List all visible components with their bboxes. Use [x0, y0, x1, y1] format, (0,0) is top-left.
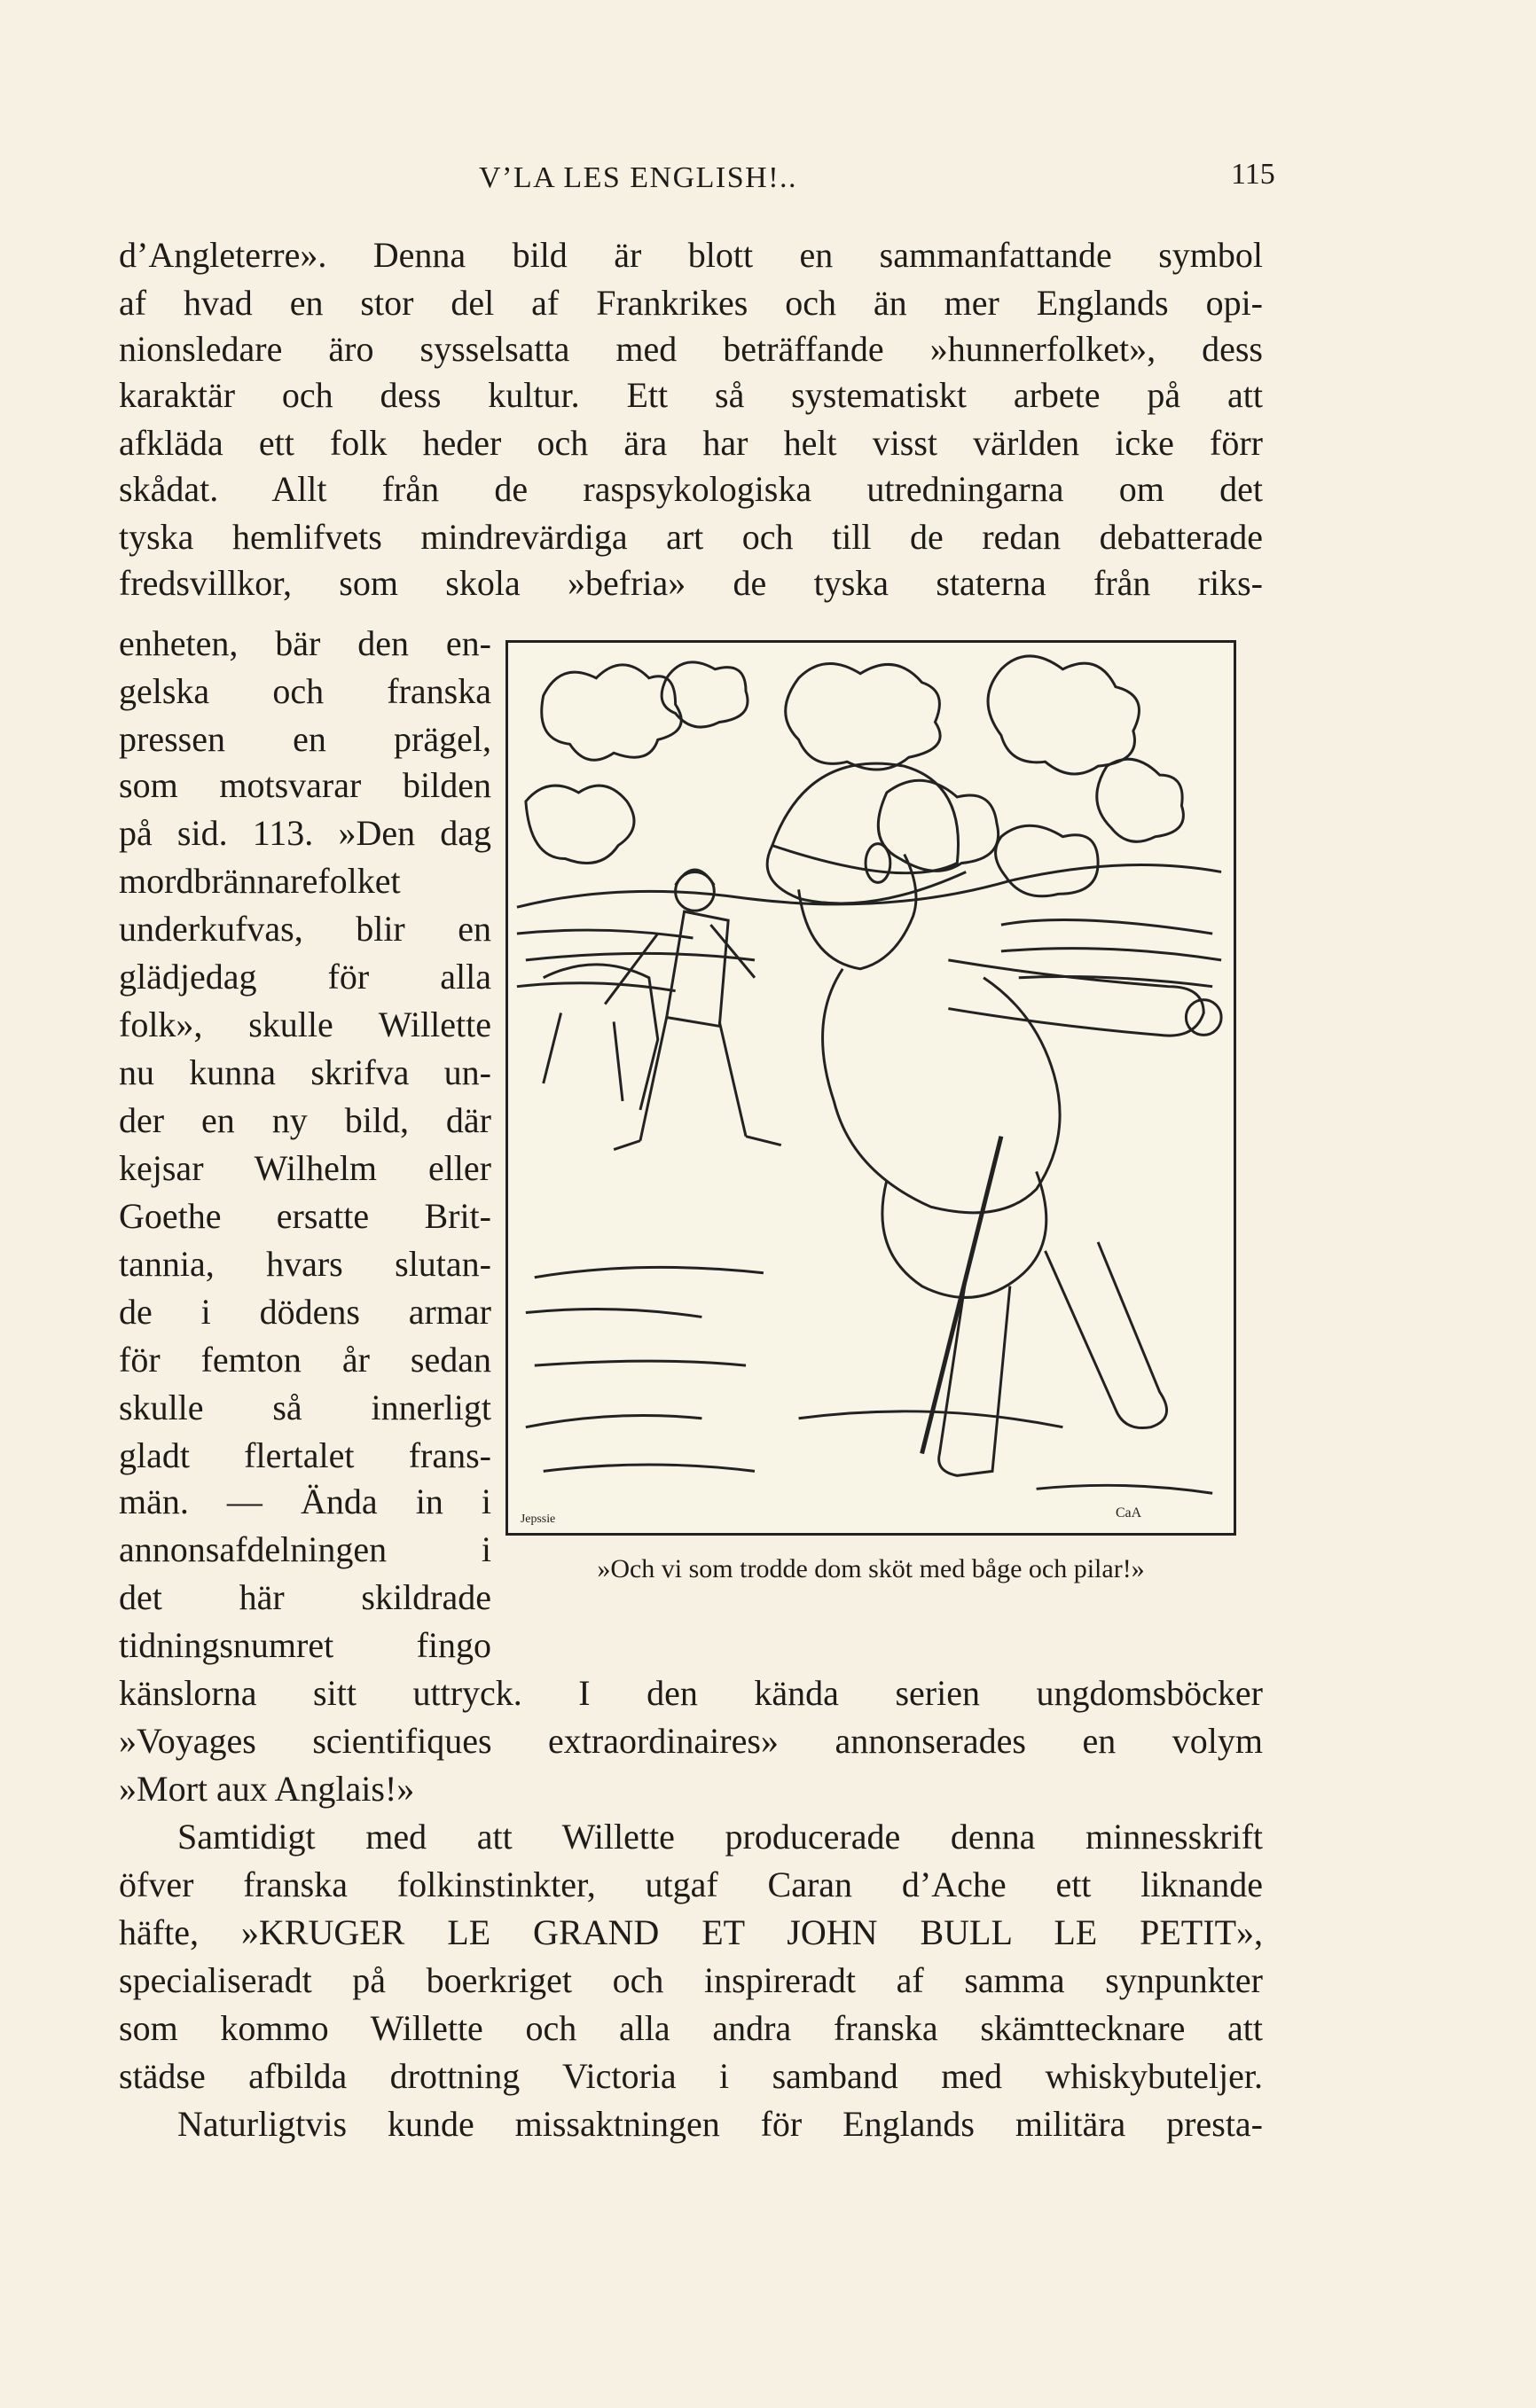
- cartoon-drawing: [508, 643, 1234, 1533]
- text-line: pressen en prägel,: [119, 719, 491, 759]
- text-line: tidningsnumret fingo: [119, 1625, 491, 1665]
- text-line: underkufvas, blir en: [119, 909, 491, 949]
- cartoon-illustration: [505, 640, 1236, 1536]
- text-line: Naturligtvis kunde missaktningen för Englands militära presta-: [177, 2104, 1263, 2144]
- artist-signature: Jepssie: [520, 1513, 556, 1527]
- text-line: d’Angleterre». Denna bild är blott en sammanfattande symbol: [119, 235, 1263, 275]
- text-line: på sid. 113. »Den dag: [119, 813, 491, 853]
- text-line: kejsar Wilhelm eller: [119, 1148, 491, 1188]
- text-line: som motsvarar bilden: [119, 765, 491, 805]
- artist-monogram: CaA: [1115, 1505, 1142, 1521]
- soldier-leg: [1046, 1242, 1167, 1428]
- text-line: folk», skulle Willette: [119, 1005, 491, 1044]
- soldier-face: [799, 855, 916, 969]
- text-line: som kommo Willette och alla andra franska skämttecknare att: [119, 2008, 1263, 2048]
- text-line: nionsledare äro sysselsatta med beträffande »hunnerfolket», dess: [119, 329, 1263, 369]
- text-line: känslorna sitt uttryck. I den kända serien ungdomsböcker: [119, 1673, 1263, 1713]
- text-line: specialiseradt på boerkriget och inspireradt af samma synpunkter: [119, 1960, 1263, 2000]
- text-line: Samtidigt med att Willette producerade denna minnesskrift: [177, 1817, 1263, 1857]
- text-line: tannia, hvars slutan-: [119, 1244, 491, 1284]
- text-line: öfver franska folkinstinkter, utgaf Caran d’Ache ett liknande: [119, 1865, 1263, 1904]
- figure-caption: »Och vi som trodde dom sköt med båge och pilar!»: [597, 1554, 1145, 1583]
- soldier-leg: [939, 1278, 1010, 1476]
- text-line: fredsvillkor, som skola »befria» de tyska staterna från riks-: [119, 563, 1263, 603]
- smoke-cloud: [996, 825, 1099, 896]
- smoke-cloud: [988, 656, 1139, 774]
- text-line: skådat. Allt från de raspsykologiska utredningarna om det: [119, 469, 1263, 509]
- text-line: det här skildrade: [119, 1577, 491, 1617]
- smoke-cloud: [786, 663, 940, 770]
- text-line: nu kunna skrifva un-: [119, 1052, 491, 1092]
- text-line: annonsafdelningen i: [119, 1529, 491, 1569]
- text-line: enheten, bär den en-: [119, 623, 491, 663]
- text-line: för femton år sedan: [119, 1340, 491, 1380]
- text-line: Goethe ersatte Brit-: [119, 1196, 491, 1236]
- text-line: män. — Ända in i: [119, 1482, 491, 1521]
- text-line: häfte, »KRUGER LE GRAND ET JOHN BULL LE PETIT»,: [119, 1912, 1263, 1952]
- smoke-cloud: [878, 780, 998, 871]
- text-line: mordbrännarefolket: [119, 861, 401, 901]
- smoke-cloud: [1097, 759, 1184, 841]
- text-line: de i dödens armar: [119, 1292, 491, 1332]
- text-line: glädjedag för alla: [119, 957, 491, 997]
- smoke-cloud: [542, 665, 682, 760]
- text-line: tyska hemlifvets mindrevärdiga art och till de redan debatterade: [119, 517, 1263, 557]
- text-line: gladt flertalet frans-: [119, 1435, 491, 1475]
- soldier-torso: [823, 969, 1061, 1213]
- page-number: 115: [1231, 158, 1275, 191]
- text-line: gelska och franska: [119, 671, 491, 711]
- text-line: skulle så innerligt: [119, 1388, 491, 1427]
- text-line: städse afbilda drottning Victoria i samband med whiskybuteljer.: [119, 2056, 1263, 2096]
- text-line: af hvad en stor del af Frankrikes och än mer Englands opi-: [119, 283, 1263, 323]
- text-line: »Voyages scientifiques extraordinaires» annonserades en volym: [119, 1721, 1263, 1761]
- soldier-body: [667, 911, 728, 1026]
- text-line: »Mort aux Anglais!»: [119, 1769, 415, 1809]
- text-line: der en ny bild, där: [119, 1100, 491, 1140]
- smoke-cloud: [526, 786, 634, 863]
- soldier-arm: [948, 960, 1203, 1036]
- running-head: V’LA LES ENGLISH!..: [479, 161, 798, 194]
- text-line: afkläda ett folk heder och ära har helt visst världen icke förr: [119, 423, 1263, 463]
- text-line: karaktär och dess kultur. Ett så systematiskt arbete på att: [119, 375, 1263, 415]
